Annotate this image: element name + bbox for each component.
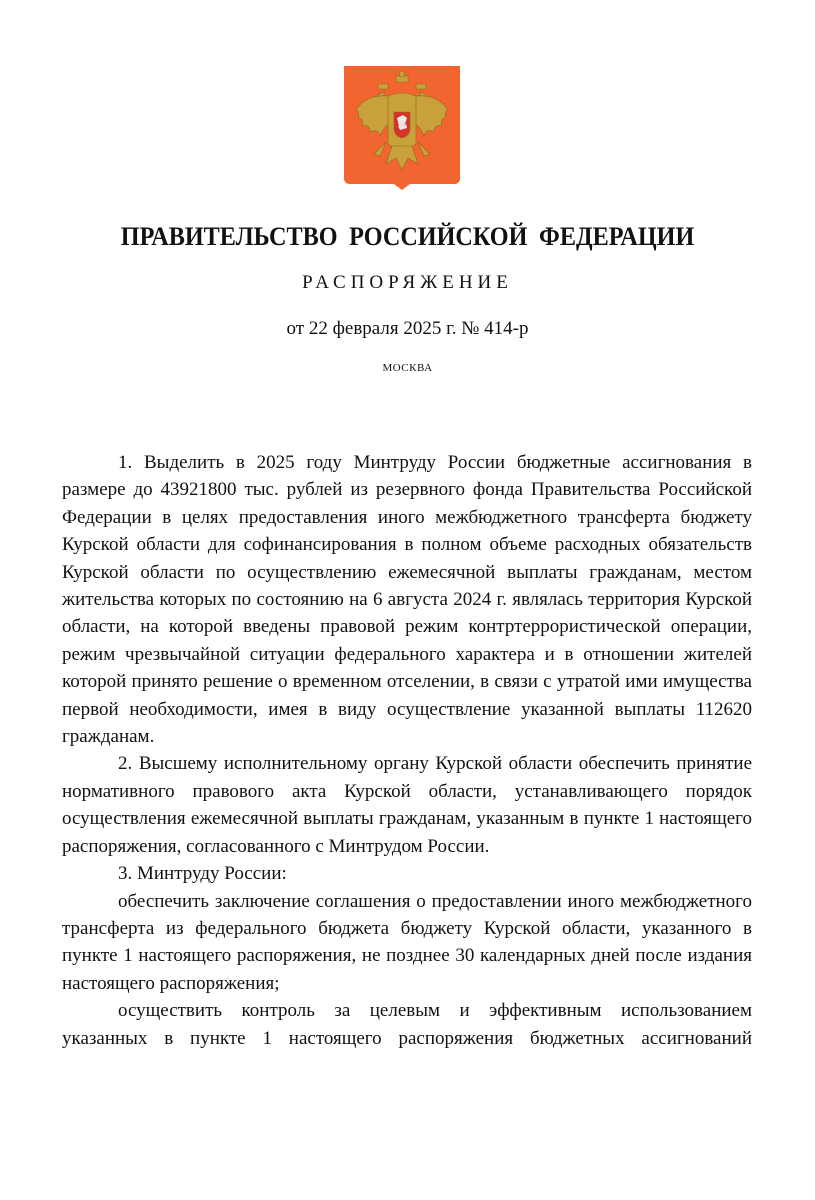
coat-of-arms-icon (344, 66, 460, 190)
document-date-number: от 22 февраля 2025 г. № 414-р (286, 318, 529, 339)
paragraph-3-item-2: осуществить контроль за целевым и эффективным использованием указанных в пункте 1 настоящего распоряжения бюджетных ассигнований (62, 1000, 752, 1049)
document-type: РАСПОРЯЖЕНИЕ (302, 272, 513, 293)
paragraph-2: 2. Высшему исполнительному органу Курской области обеспечить принятие нормативного правового акта Курской области, устанавливающего порядок осуществления ежемесячной выплаты гражданам, указанным в пункте 1 настоящего распоряжения, согласованного с Минтрудом России. (62, 753, 752, 857)
government-title: ПРАВИТЕЛЬСТВО РОССИЙСКОЙ ФЕДЕРАЦИИ (120, 222, 695, 251)
paragraph-1: 1. Выделить в 2025 году Минтруду России бюджетные ассигнования в размере до 43921800 тыс. рублей из резервного фонда Правительства Российской Федерации в целях предоставления иного межбюджетного трансферта бюджету Курской области для софинансирования в полном объеме расходных обязательств Курской области по осуществлению ежемесячной выплаты гражданам, местом жительства которых по состоянию на 6 августа 2024 г. являлась территория Курской области, на которой введены правовой режим контртеррористической операции, режим чрезвычайной ситуации федерального характера и в отношении жителей которой принято решение о временном отселении, в связи с утратой ими имущества первой необходимости, имея в виду осуществление указанной выплаты 112620 гражданам. (62, 452, 752, 748)
document-place: МОСКВА (382, 362, 433, 374)
paragraph-3: 3. Минтруду России: (118, 863, 287, 885)
document-body (62, 449, 752, 1052)
paragraph-3-item-1: обеспечить заключение соглашения о предоставлении иного межбюджетного трансферта из федерального бюджета бюджету Курской области, указанного в пункте 1 настоящего распоряжения, не позднее 30 календарных дней после издания настоящего распоряжения; (62, 890, 752, 994)
